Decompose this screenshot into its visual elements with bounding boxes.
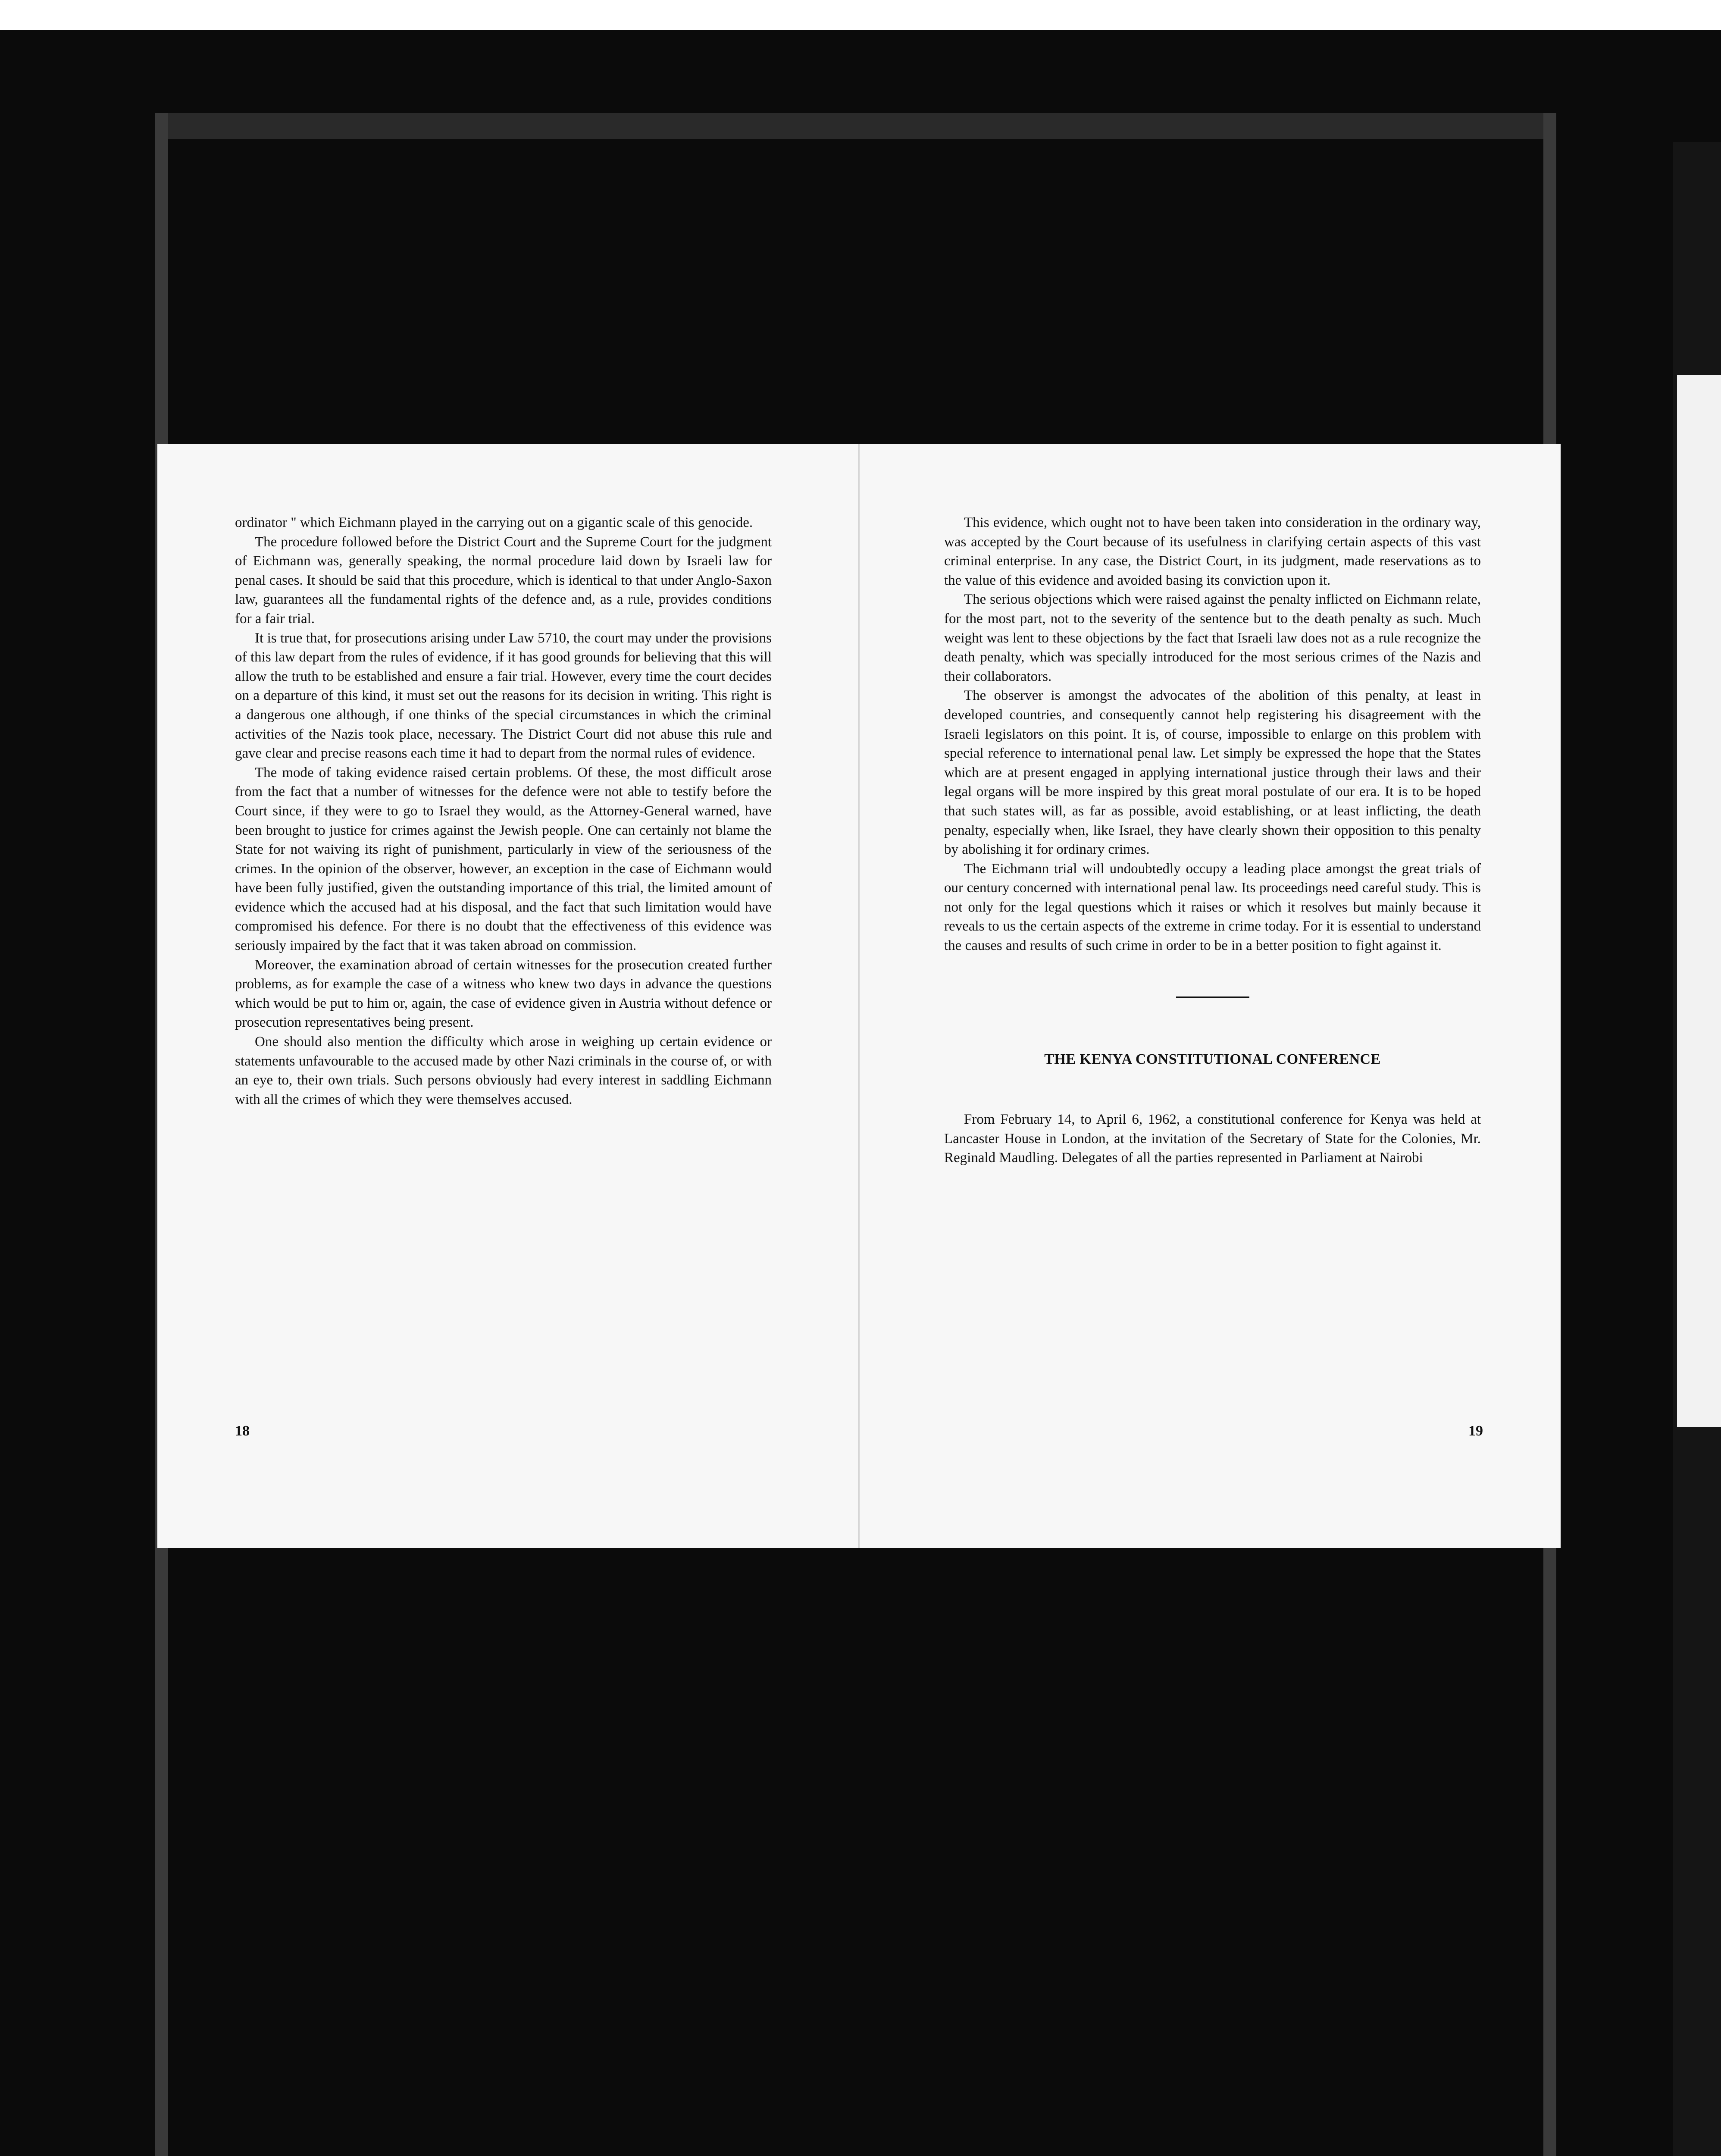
left-page: [157, 444, 860, 1548]
paragraph: Moreover, the examination abroad of certain witnesses for the prosecution created further problems, as for example the case of a witness who knew two days in advance the questions which would be put to him or, again, the case of evidence given in Austria without defence or prosecution representatives being present.: [235, 957, 772, 1031]
paragraph: ordinator " which Eichmann played in the carrying out on a gigantic scale of this genocide.: [235, 515, 753, 530]
section-divider: [1176, 997, 1249, 998]
paragraph: The procedure followed before the District Court and the Supreme Court for the judgment of Eichmann was, generally speaking, the normal procedure laid down by Israeli law for penal cases. It should be said that this procedure, which is identical to that under Anglo-Saxon law, guarantees all the fundamental rights of the defence and, as a rule, provides conditions for a fair trial.: [235, 534, 772, 627]
adjacent-frame-page: [1677, 375, 1721, 1427]
page-number: 19: [1468, 1423, 1483, 1439]
page-number: 18: [235, 1423, 250, 1439]
paragraph: It is true that, for prosecutions arising under Law 5710, the court may under the provisions of this law depart from the rules of evidence, if it has good grounds for believing that this will allow the truth to be established and ensure a fair trial. However, every time the court decides on a departure of this kind, it must set out the reasons for its decision in writing. This right is a dangerous one although, if one thinks of the special circumstances in which the criminal activities of the Nazis took place, necessary. The District Court did not abuse this rule and gave clear and precise reasons each time it had to depart from the normal rules of evidence.: [235, 630, 772, 761]
section-heading: THE KENYA CONSTITUTIONAL CONFERENCE: [1044, 1051, 1381, 1067]
right-page-text: [944, 513, 1481, 1168]
left-page-text: [235, 513, 772, 1109]
paragraph: The mode of taking evidence raised certain problems. Of these, the most difficult arose from the fact that a number of witnesses for the defence were not able to testify before the Court since, if they were to go to Israel they would, as the Attorney-General warned, have been brought to justice for crimes against the Jewish people. One can certainly not blame the State for not waiving its right of punishment, particularly in view of the seriousness of the crimes. In the opinion of the observer, however, an exception in the case of Eichmann would have been fully justified, given the outstanding importance of this trial, the limited amount of evidence which the accused had at his disposal, and the fact that such limitation would have compromised his defence. For there is no doubt that the effectiveness of this evidence was seriously impaired by the fact that it was taken abroad on commission.: [235, 765, 772, 954]
paragraph: The observer is amongst the advocates of the abolition of this penalty, at least in developed countries, and consequently cannot help registering his disagreement with the Israeli legislators on this point. It is, of course, impossible to enlarge on this problem with special reference to international penal law. Let simply be expressed the hope that the States which are at present engaged in applying international justice through their laws and their legal organs will be more inspired by this great moral postulate of our era. It is to be hoped that such states will, as far as possible, avoid establishing, or at least inflicting, the death penalty, especially when, like Israel, they have clearly shown their opposition to this penalty by abolishing it for ordinary crimes.: [944, 688, 1481, 858]
right-page: [860, 444, 1561, 1548]
paragraph: The serious objections which were raised against the penalty inflicted on Eichmann relate, for the most part, not to the severity of the sentence but to the death penalty as such. Much weight was lent to these objections by the fact that Israeli law does not as a rule recognize the death penalty, which was specially introduced for the most serious crimes of the Nazis and their collaborators.: [944, 592, 1481, 684]
film-frame-top-edge: [155, 113, 1556, 139]
paragraph: From February 14, to April 6, 1962, a constitutional conference for Kenya was held at Lancaster House in London, at the invitation of the Secretary of State for the Colonies, Mr. Reginald Maudling. Delegates of all the parties represented in Parliament at Nairobi: [944, 1112, 1481, 1166]
paragraph: One should also mention the difficulty which arose in weighing up certain evidence or statements unfavourable to the accused made by other Nazi criminals in the course of, or with an eye to, their own trials. Such persons obviously had every interest in saddling Eichmann with all the crimes of which they were themselves accused.: [235, 1034, 772, 1107]
book-spread: [157, 444, 1561, 1548]
paragraph: This evidence, which ought not to have been taken into consideration in the ordinary way, was accepted by the Court because of its usefulness in clarifying certain aspects of this vast criminal enterprise. In any case, the District Court, in its judgment, made reservations as to the value of this evidence and avoided basing its conviction upon it.: [944, 515, 1481, 588]
paragraph: The Eichmann trial will undoubtedly occupy a leading place amongst the great trials of our century concerned with international penal law. Its proceedings need careful study. This is not only for the legal questions which it raises or which it resolves but mainly because it reveals to us the certain aspects of the extreme in crime today. For it is essential to understand the causes and results of such crime in order to be in a better position to fight against it.: [944, 861, 1481, 954]
